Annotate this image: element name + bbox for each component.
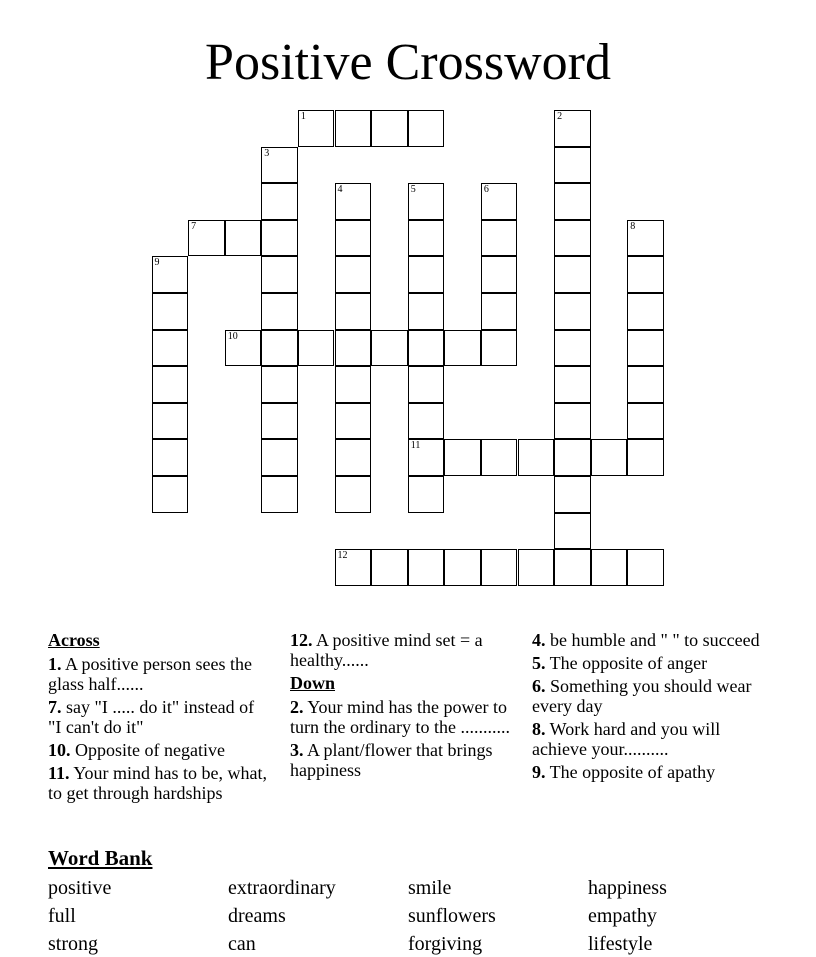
grid-cell[interactable]: [627, 330, 664, 367]
grid-cell[interactable]: [261, 147, 298, 184]
cell-number: 3: [264, 147, 270, 159]
grid-cell[interactable]: [261, 403, 298, 440]
clue-down-8[interactable]: [532, 719, 767, 759]
clue-across-10[interactable]: [48, 740, 268, 760]
cell-number: 4: [337, 184, 343, 196]
clue-number: 8.: [532, 719, 546, 739]
grid-cell[interactable]: [152, 256, 189, 293]
clue-text: The opposite of anger: [545, 653, 708, 673]
grid-cell[interactable]: [335, 476, 372, 513]
grid-cell[interactable]: [408, 549, 445, 586]
clues-column-3: [532, 630, 767, 785]
across-header: Across: [48, 630, 100, 650]
grid-cell[interactable]: [554, 549, 591, 586]
word-bank-item: sunflowers: [408, 905, 496, 927]
grid-cell[interactable]: [335, 110, 372, 147]
grid-cell[interactable]: [335, 293, 372, 330]
grid-cell[interactable]: [298, 330, 335, 367]
grid-cell[interactable]: [225, 330, 262, 367]
cell-number: 5: [410, 184, 416, 196]
grid-cell[interactable]: [554, 366, 591, 403]
grid-cell[interactable]: [152, 403, 189, 440]
grid-cell[interactable]: [408, 403, 445, 440]
grid-cell[interactable]: [444, 330, 481, 367]
grid-cell[interactable]: [444, 549, 481, 586]
cell-number: 6: [483, 184, 489, 196]
grid-cell[interactable]: [408, 476, 445, 513]
clue-down-6[interactable]: [532, 676, 767, 716]
clue-text: A plant/flower that brings happiness: [290, 740, 493, 780]
clue-number: 6.: [532, 676, 546, 696]
clue-text: Work hard and you will achieve your..........: [532, 719, 721, 759]
grid-cell[interactable]: [481, 293, 518, 330]
down-header: Down: [290, 673, 336, 693]
cell-number: 10: [227, 330, 238, 342]
grid-cell[interactable]: [335, 366, 372, 403]
word-bank-item: smile: [408, 877, 452, 899]
grid-cell[interactable]: [152, 366, 189, 403]
grid-cell[interactable]: [481, 330, 518, 367]
cell-number: 1: [300, 111, 306, 122]
cell-number: 12: [337, 550, 348, 562]
clue-across-1[interactable]: [48, 654, 268, 694]
clue-number: 4.: [532, 630, 546, 650]
grid-cell[interactable]: [554, 147, 591, 184]
clue-text: be humble and " " to succeed: [545, 630, 760, 650]
word-bank-item: happiness: [588, 877, 667, 899]
cell-number: 9: [154, 257, 160, 269]
grid-cell[interactable]: [554, 476, 591, 513]
cell-number: 2: [557, 111, 563, 122]
grid-cell[interactable]: [627, 293, 664, 330]
grid-cell[interactable]: [152, 476, 189, 513]
clue-down-4[interactable]: [532, 630, 767, 650]
grid-cell[interactable]: [152, 439, 189, 476]
cell-number: 11: [410, 440, 421, 452]
grid-cell[interactable]: [152, 330, 189, 367]
grid-cell[interactable]: [261, 330, 298, 367]
grid-cell[interactable]: [481, 439, 518, 476]
clue-number: 2.: [290, 697, 304, 717]
clue-text: The opposite of apathy: [545, 762, 716, 782]
grid-cell[interactable]: [261, 183, 298, 220]
grid-cell[interactable]: [335, 330, 372, 367]
word-bank-item: strong: [48, 933, 98, 955]
grid-cell[interactable]: [554, 439, 591, 476]
clue-across-12[interactable]: [290, 630, 515, 670]
clue-down-2[interactable]: [290, 697, 515, 737]
clue-text: Something you should wear every day: [532, 676, 752, 716]
clue-down-3[interactable]: [290, 740, 515, 780]
grid-cell[interactable]: [335, 439, 372, 476]
clue-text: A positive mind set = a healthy......: [290, 630, 483, 670]
grid-cell[interactable]: [408, 110, 445, 147]
grid-cell[interactable]: [408, 256, 445, 293]
grid-cell[interactable]: [371, 549, 408, 586]
clue-text: say "I ..... do it" instead of "I can't do it": [48, 697, 255, 737]
clues-column-1: [48, 630, 268, 806]
clue-across-7[interactable]: [48, 697, 268, 737]
grid-cell[interactable]: [335, 403, 372, 440]
grid-cell[interactable]: [408, 439, 445, 476]
grid-cell[interactable]: [261, 220, 298, 257]
grid-cell[interactable]: [627, 220, 664, 257]
clue-number: 11.: [48, 763, 70, 783]
clue-number: 9.: [532, 762, 546, 782]
grid-cell[interactable]: [554, 183, 591, 220]
grid-cell[interactable]: [627, 549, 664, 586]
grid-cell[interactable]: [554, 293, 591, 330]
grid-cell[interactable]: [481, 256, 518, 293]
grid-cell[interactable]: [335, 549, 372, 586]
grid-cell[interactable]: [152, 293, 189, 330]
grid-cell[interactable]: [408, 330, 445, 367]
clue-number: 1.: [48, 654, 62, 674]
grid-cell[interactable]: [371, 110, 408, 147]
grid-cell[interactable]: [408, 293, 445, 330]
word-bank-title: Word Bank: [48, 846, 153, 870]
word-bank-item: can: [228, 933, 256, 955]
clues-column-2: [290, 630, 515, 783]
clue-across-11[interactable]: [48, 763, 268, 803]
grid-cell[interactable]: [481, 183, 518, 220]
grid-cell[interactable]: [225, 220, 262, 257]
clue-text: Opposite of negative: [70, 740, 225, 760]
grid-cell[interactable]: [554, 256, 591, 293]
word-bank-item: forgiving: [408, 933, 483, 955]
word-bank-item: lifestyle: [588, 933, 653, 955]
clue-number: 12.: [290, 630, 313, 650]
grid-cell[interactable]: [627, 403, 664, 440]
page-title: Positive Crossword: [205, 34, 611, 91]
clue-number: 5.: [532, 653, 546, 673]
grid-cell[interactable]: [554, 330, 591, 367]
grid-cell[interactable]: [591, 549, 628, 586]
grid-cell[interactable]: [554, 513, 591, 550]
grid-cell[interactable]: [627, 439, 664, 476]
grid-cell[interactable]: [261, 366, 298, 403]
grid-cell[interactable]: [335, 220, 372, 257]
grid-cell[interactable]: [518, 439, 555, 476]
grid-cell[interactable]: [371, 330, 408, 367]
grid-cell[interactable]: [408, 183, 445, 220]
clue-text: Your mind has to be, what, to get through hardships: [48, 763, 268, 803]
grid-cell[interactable]: [261, 439, 298, 476]
cell-number: 8: [630, 220, 636, 232]
word-bank-item: empathy: [588, 905, 657, 927]
grid-cell[interactable]: [554, 220, 591, 257]
grid-cell[interactable]: [554, 403, 591, 440]
grid-cell[interactable]: [554, 110, 591, 147]
grid-cell[interactable]: [298, 110, 335, 147]
grid-cell[interactable]: [335, 183, 372, 220]
clue-number: 7.: [48, 697, 62, 717]
grid-cell[interactable]: [261, 476, 298, 513]
word-bank-item: positive: [48, 877, 112, 899]
grid-cell[interactable]: [591, 439, 628, 476]
clue-text: Your mind has the power to turn the ordinary to the ...........: [290, 697, 510, 737]
grid-cell[interactable]: [627, 256, 664, 293]
grid-cell[interactable]: [481, 549, 518, 586]
clue-number: 10.: [48, 740, 71, 760]
clue-down-9[interactable]: [532, 762, 767, 782]
grid-cell[interactable]: [408, 366, 445, 403]
grid-cell[interactable]: [261, 293, 298, 330]
grid-cell[interactable]: [444, 439, 481, 476]
grid-cell[interactable]: [518, 549, 555, 586]
cell-number: 7: [191, 220, 197, 232]
word-bank-item: dreams: [228, 905, 286, 927]
clue-down-5[interactable]: [532, 653, 767, 673]
grid-cell[interactable]: [335, 256, 372, 293]
word-bank-item: extraordinary: [228, 877, 336, 899]
clue-text: A positive person sees the glass half......: [48, 654, 252, 694]
grid-cell[interactable]: [408, 220, 445, 257]
grid-cell[interactable]: [627, 366, 664, 403]
grid-cell[interactable]: [481, 220, 518, 257]
grid-cell[interactable]: [188, 220, 225, 257]
clue-number: 3.: [290, 740, 304, 760]
grid-cell[interactable]: [261, 256, 298, 293]
word-bank-item: full: [48, 905, 76, 927]
